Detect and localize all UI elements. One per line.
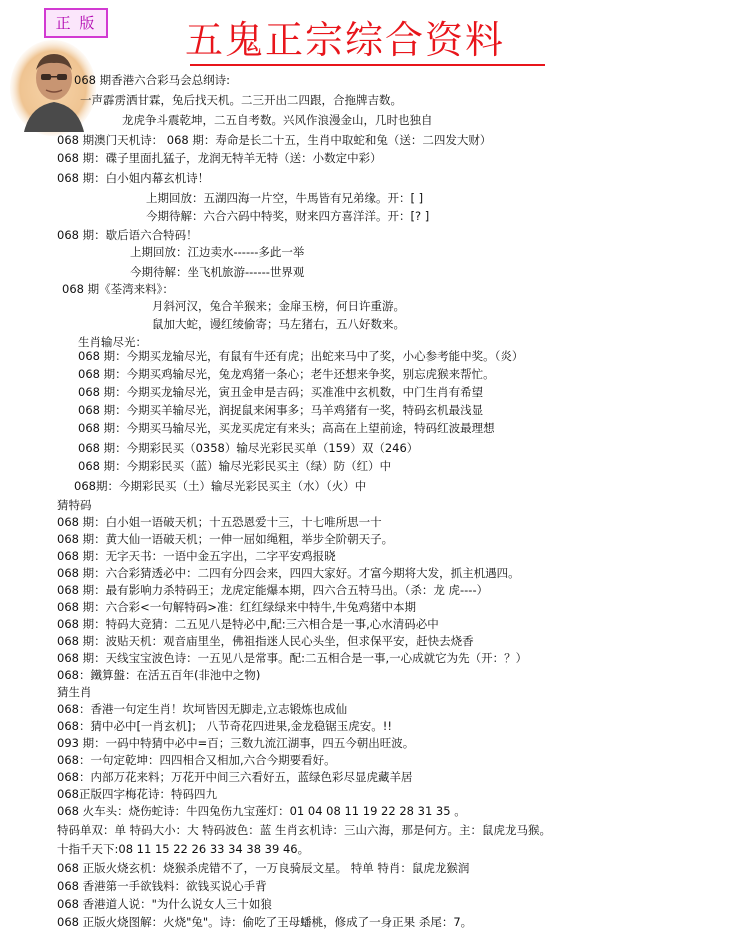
text-line: 068 火车头：烧伤蛇诗：牛四兔伤九宝莲灯：01 04 08 11 19 22 28 31 35 。 xyxy=(57,804,466,818)
text-line: 一声霹雳洒甘霖，兔后找天机。二三开出二四跟，合拖牌吉数。 xyxy=(80,93,402,107)
text-line: 特码单双：单 特码大小：大 特码波色：蓝 生肖玄机诗：三山六海，那是何方。主：鼠虎龙马猴。 xyxy=(57,823,551,837)
text-line: 068 期：今期彩民买（蓝）输尽光彩民买主（绿）防（红）中 xyxy=(78,459,392,473)
text-line: 068 期：白小姐一语破天机；十五恐恩爱十三，十七唯所思一十 xyxy=(57,515,382,529)
text-line: 068：香港一句定生肖！坎坷皆因无脚走,立志锻炼也成仙 xyxy=(57,702,348,716)
text-line: 上期回放：江边卖水------多此一举 xyxy=(130,245,305,259)
page-title: 五鬼正宗综合资料 xyxy=(185,18,506,62)
text-line: 068 香港第一手欲钱料：欲钱买说心手背 xyxy=(57,879,267,893)
text-line: 068 期：六合彩猜透必中：二四有分四会来，四四大家好。才富今期将大发，抓主机遇四。 xyxy=(57,566,520,580)
text-line: 068 期：歇后语六合特码！ xyxy=(57,228,198,242)
text-line: 068 正版火烧图解：火烧"兔"。诗：偷吃了王母蟠桃，修成了一身正果 杀尾：7。 xyxy=(57,915,473,929)
text-line: 鼠加大蛇，谩红绫偷寄；马左猪右，五八好数来。 xyxy=(152,317,405,331)
text-line: 068期：今期彩民买（土）输尽光彩民买主（水）（火）中 xyxy=(74,479,367,493)
text-line: 068 期：今期买鸡输尽光，兔龙鸡猪一条心；老牛还想来争奖，别忘虎猴来帮忙。 xyxy=(78,367,495,381)
text-line: 068 期：无字天书：一语中金五字出，二字平安鸡报晓 xyxy=(57,549,336,563)
text-line: 068 期：最有影响力杀特码王；龙虎定能爆本期，四六合五特马出。（杀：龙 虎----） xyxy=(57,583,489,597)
text-line: 068 期香港六合彩马会总纲诗: xyxy=(74,73,230,87)
text-line: 068 期：波贴天机：观音庙里坐，佛祖指迷人民心头坐，但求保平安，赶快去烧香 xyxy=(57,634,474,648)
text-line: 068 期：黄大仙一语破天机；一伸一屈如绳粗，举步全阶朝天子。 xyxy=(57,532,394,546)
text-line: 068 期：碟子里面扎猛子，龙润无特羊无特（送：小数定中彩） xyxy=(57,151,382,165)
text-line: 068 正版火烧玄机：烧猴杀虎错不了，一万良骑辰文星。 特单 特肖：鼠虎龙猴润 xyxy=(57,861,470,875)
text-line: 068 期：今期买龙输尽光，有鼠有牛还有虎；出蛇来马中了奖，小心参考能中奖。（炎） xyxy=(78,349,524,363)
text-line: 上期回放：五湖四海一片空，牛馬皆有兄弟缘。开：[ ] xyxy=(146,191,424,205)
text-line: 068 期：今期买马输尽光，买龙买虎定有来头；高高在上望前途，特码红波最理想 xyxy=(78,421,495,435)
section-heading: 猜生肖 xyxy=(57,685,92,699)
text-line: 068 期澳门天机诗： 068 期：寿命是长二十五，生肖中取蛇和兔（送：二四发大财） xyxy=(57,133,492,147)
text-line: 068：鐵算盤：在活五百年(非池中之物) xyxy=(57,668,261,682)
section-heading: 猜特码 xyxy=(57,498,92,512)
text-line: 068：一句定乾坤：四四相合又相加,六合今期要看好。 xyxy=(57,753,336,767)
text-line: 今期待解：六合六码中特奖，财来四方喜洋洋。开：[? ] xyxy=(146,209,430,223)
text-line: 068 期：天线宝宝波色诗：一五见八是常事。配:二五相合是一事,一心成就它为先（开：？） xyxy=(57,651,528,665)
text-line: 068：猜中必中[一肖玄机]； 八节奇花四进果,金龙稳锯玉虎安。!! xyxy=(57,719,392,733)
text-line: 068 期：白小姐内幕玄机诗！ xyxy=(57,171,210,185)
text-line: 068 香港道人说："为什么说女人三十如狼 xyxy=(57,897,272,911)
text-line: 093 期：一码中特猜中必中=百；三数九流江湖事，四五今朝出旺波。 xyxy=(57,736,415,750)
text-line: 十指千天下:08 11 15 22 26 33 34 38 39 46。 xyxy=(57,842,310,856)
text-line: 月斜河汉，兔合羊猴来；金扉玉榜，何日许重游。 xyxy=(152,299,405,313)
text-line: 068正版四字梅花诗：特码四九 xyxy=(57,787,217,801)
text-line: 今期待解：坐飞机旅游------世界观 xyxy=(130,265,305,279)
text-line: 龙虎争斗震乾坤，二五自考数。兴风作浪漫金山，几时也独自 xyxy=(122,113,433,127)
edition-badge: 正 版 xyxy=(44,8,108,38)
text-line: 068 期：今期买龙输尽光，寅丑金申是吉码；买准准中玄机数，中门生肖有希望 xyxy=(78,385,484,399)
text-line: 068：内部万花来料；万花开中间三六看好五，蓝绿色彩尽显虎藏羊居 xyxy=(57,770,413,784)
text-line: 068 期：今期彩民买（0358）输尽光彩民买单（159）双（246） xyxy=(78,441,419,455)
text-line: 068 期《荃湾来料》： xyxy=(62,282,174,296)
text-line: 068 期：特码大竞猜：二五见八是特必中,配:三六相合是一事,心水清码必中 xyxy=(57,617,439,631)
text-line: 生肖输尽光： xyxy=(78,335,147,349)
text-line: 068 期：今期买羊输尽光，润捉鼠来闲事多；马羊鸡猪有一奖，特码玄机最浅显 xyxy=(78,403,484,417)
text-line: 068 期：六合彩<一句解特码>准：红红绿绿来中特牛,牛兔鸡猪中本期 xyxy=(57,600,417,614)
